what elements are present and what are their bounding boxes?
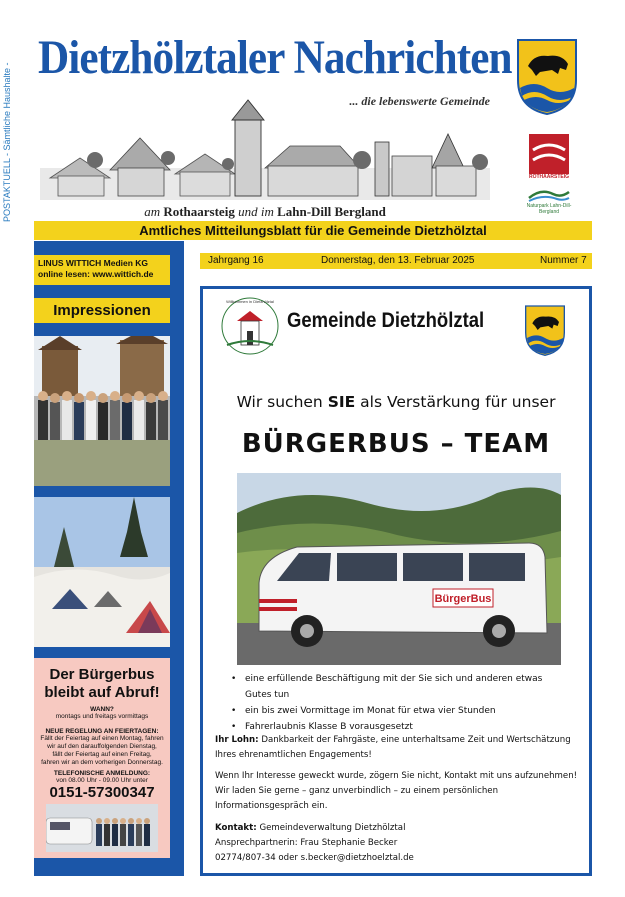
- flyer-coat-of-arms-icon: [523, 303, 567, 357]
- flyer-intro-sie: SIE: [327, 393, 356, 411]
- holiday-rule-line1: Fällt der Feiertag auf einen Montag, fahren: [40, 735, 164, 742]
- when-text: montags und freitags vormittags: [55, 713, 149, 720]
- impressionen-heading: Impressionen: [34, 298, 170, 323]
- buergerbus-phone-number: 0151-57300347: [49, 784, 155, 801]
- buergerbus-recruitment-flyer: [200, 286, 592, 876]
- contact-label: Kontakt:: [215, 823, 257, 833]
- requirements-list: [231, 671, 571, 735]
- buergerbus-info-title: [34, 666, 170, 702]
- contact-office: Gemeindeverwaltung Dietzhölztal: [259, 823, 406, 833]
- issue-volume: Jahrgang 16: [208, 255, 264, 266]
- holiday-rule: [36, 728, 168, 767]
- flyer-intro-a: Wir suchen: [236, 393, 323, 411]
- rothaarsteig-logo-icon: [527, 132, 571, 176]
- holiday-rule-line3: fällt der Feiertag auf einen Freitag,: [52, 751, 152, 758]
- lahn-dill-logo-icon: [527, 186, 571, 202]
- requirement-item: • Fahrerlaubnis Klasse B vorausgesetzt: [231, 719, 571, 735]
- welcome-emblem-text: Willkommen in Dietzhölztal: [226, 299, 274, 304]
- buergerbus-info-title-line1: Der Bürgerbus: [49, 666, 155, 683]
- van-buergerbus-label: BürgerBus: [434, 593, 492, 605]
- buergerbus-info-title-line2: bleibt auf Abruf!: [44, 684, 160, 701]
- tagline-lahn-dill: Lahn-Dill Bergland: [277, 204, 386, 219]
- tagline-part-am: am: [144, 204, 161, 219]
- postal-side-label: POSTAKTUELL - Sämtliche Haushalte -: [2, 62, 12, 222]
- reward-label: Ihr Lohn:: [215, 735, 259, 745]
- holiday-rule-heading: NEUE REGELUNG AN FEIERTAGEN:: [45, 728, 159, 735]
- phone-registration-hours: von 08.00 Uhr - 09.00 Uhr unter: [56, 777, 148, 784]
- publisher-box: [34, 255, 170, 285]
- welcome-emblem-icon: [219, 295, 281, 357]
- flyer-headline: BÜRGERBUS – TEAM: [241, 429, 551, 459]
- requirement-item: • eine erfüllende Beschäftigung mit der Sie sich und anderen etwas Gutes tun: [231, 671, 571, 703]
- buergerbus-van-photo: [237, 473, 561, 665]
- lahn-dill-logo-text: Naturpark Lahn-Dill-Bergland: [526, 203, 572, 215]
- contact-phone-email: 02774/807-34 oder s.becker@dietzhoelztal.de: [215, 853, 414, 863]
- contact-block: [215, 821, 581, 866]
- tagline-rothaarsteig: Rothaarsteig: [163, 204, 235, 219]
- holiday-rule-line4: fahren wir an dem vorherigen Donnerstag.: [41, 759, 163, 766]
- issue-number: Nummer 7: [540, 255, 587, 266]
- masthead-tagline: [40, 204, 490, 220]
- village-sketch-illustration: [40, 98, 490, 200]
- contact-person: Ansprechpartnerin: Frau Stephanie Becker: [215, 838, 398, 848]
- group-photo-playground: [34, 336, 170, 486]
- buergerbus-info-box: [34, 658, 170, 858]
- masthead-subtitle: ... die lebenswerte Gemeinde: [349, 94, 490, 108]
- masthead-title: Dietzhölztaler Nachrichten: [38, 31, 512, 84]
- buergerbus-when: [36, 706, 168, 721]
- official-gazette-band: Amtliches Mitteilungsblatt für die Gemeinde Dietzhölztal: [34, 221, 592, 240]
- publisher-name: LINUS WITTICH Medien KG: [38, 258, 149, 268]
- rothaarsteig-logo-text: ROTHAARSTEIG: [529, 174, 569, 180]
- issue-date: Donnerstag, den 13. Februar 2025: [321, 255, 475, 266]
- winter-camp-photo: [34, 497, 170, 647]
- phone-registration-heading: TELEFONISCHE ANMELDUNG:: [53, 770, 151, 777]
- tagline-part-und-im: und im: [238, 204, 274, 219]
- reward-text: Dankbarkeit der Fahrgäste, eine unterhaltsame Zeit und Wertschätzung Ihres ehrenamtlichen Engagements!: [215, 735, 571, 760]
- interest-paragraph: Wenn Ihr Interesse geweckt wurde, zögern Sie nicht, Kontakt mit uns aufzunehmen! Wir laden Sie gerne – ganz unverbindlich – zu einem persönlichen Informationsgespräch ein.: [215, 771, 578, 811]
- flyer-municipality-title: Gemeinde Dietzhölztal: [287, 309, 485, 332]
- issue-info-bar: [200, 253, 592, 269]
- requirement-item: • ein bis zwei Vormittage im Monat für etwa vier Stunden: [231, 703, 571, 719]
- holiday-rule-line2: wir auf den darauffolgenden Dienstag,: [47, 743, 157, 750]
- buergerbus-team-photo: [46, 804, 158, 852]
- coat-of-arms-icon: [514, 36, 580, 116]
- flyer-intro-c: als Verstärkung für unser: [360, 393, 556, 411]
- phone-registration: [36, 770, 168, 785]
- reward-paragraph: [215, 733, 581, 763]
- publisher-online: online lesen: www.wittich.de: [38, 269, 154, 279]
- when-heading: WANN?: [90, 706, 114, 713]
- flyer-intro: [203, 393, 589, 411]
